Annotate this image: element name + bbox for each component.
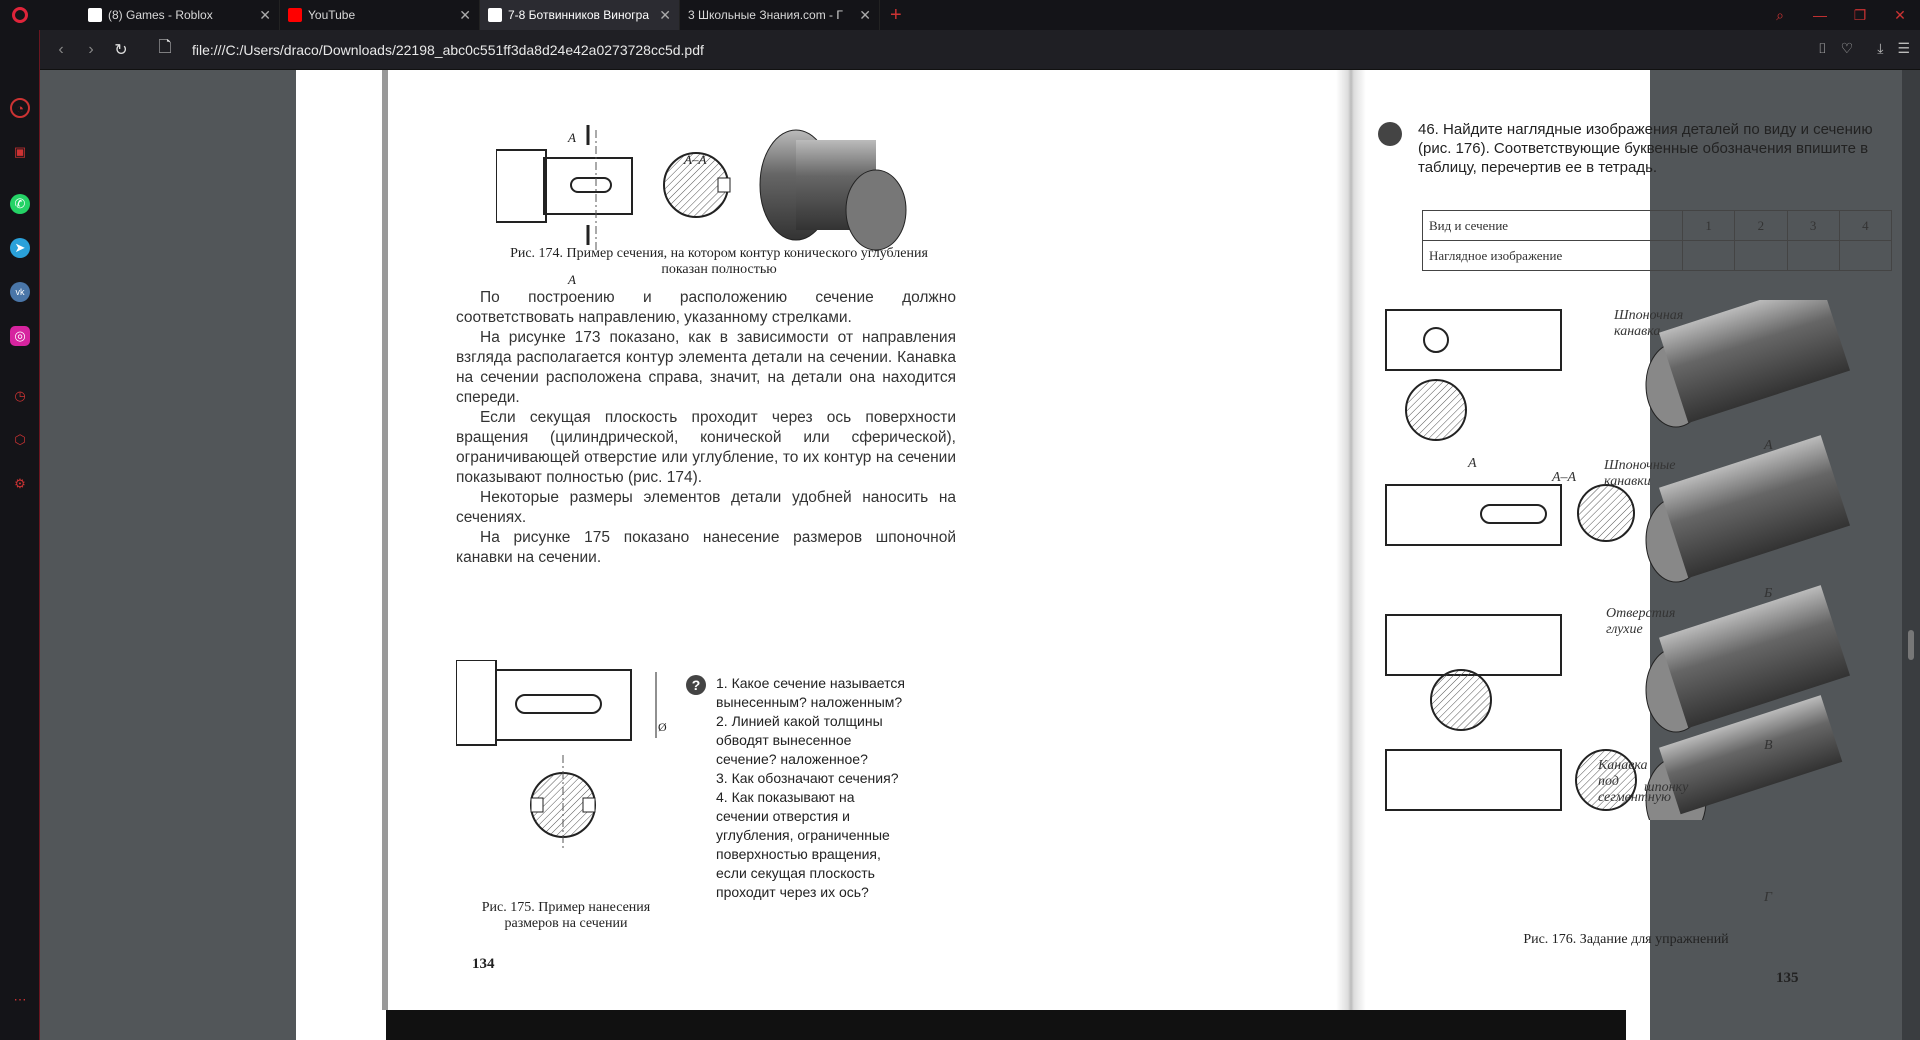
document-favicon-icon bbox=[488, 8, 502, 22]
back-button[interactable]: ‹ bbox=[58, 40, 64, 58]
youtube-favicon-icon bbox=[288, 8, 302, 22]
url-field[interactable]: file:///C:/Users/draco/Downloads/22198_abc0c551ff3da8d24e42a0273728cc5d.pdf bbox=[192, 41, 704, 58]
opera-sidebar bbox=[0, 30, 40, 1040]
fig174-label-a-top: А bbox=[568, 130, 576, 145]
close-tab-icon[interactable]: ✕ bbox=[659, 6, 671, 23]
search-tabs-icon[interactable]: ⌕ bbox=[1776, 6, 1784, 23]
table-cell bbox=[1735, 241, 1787, 271]
left-page-text bbox=[456, 288, 956, 568]
settings-icon[interactable]: ⚙ bbox=[14, 476, 26, 491]
close-tab-icon[interactable]: ✕ bbox=[259, 6, 271, 23]
label-blind-holes: Отверстия глухие bbox=[1606, 606, 1676, 637]
tab-title: 3 Школьные Знания.com - Г bbox=[688, 8, 843, 22]
speed-dial-icon[interactable]: ◔ bbox=[10, 98, 30, 118]
file-icon: 🗋 bbox=[158, 39, 172, 56]
paragraph: Если секущая плоскость проходит через ось поверхности вращения (цилиндрической, конической или сферической), ограничивающей отверстие или углубление, то их контур на сечении показывают полностью (рис. 174). bbox=[456, 409, 956, 486]
question-item: 4. Как показывают на сечении отверстия и углубления, ограниченные поверхностью вращения, если секущая плоскость проходит через их ось? bbox=[716, 789, 890, 900]
fig174-label-section: А–А bbox=[684, 152, 707, 167]
close-tab-icon[interactable]: ✕ bbox=[859, 6, 871, 23]
tab-title: (8) Games - Roblox bbox=[108, 8, 213, 22]
vk-icon[interactable]: vk bbox=[10, 282, 30, 302]
fig176-caption: Рис. 176. Задание для упражнений bbox=[1523, 932, 1729, 947]
toolbar-icons bbox=[1818, 40, 1910, 57]
twitch-icon[interactable]: ▣ bbox=[13, 144, 27, 159]
forward-button[interactable]: › bbox=[88, 40, 94, 58]
window-controls bbox=[1760, 0, 1920, 30]
tab-pdf[interactable] bbox=[480, 0, 680, 30]
tab-bar bbox=[0, 0, 1920, 30]
fig175-drawing bbox=[456, 660, 706, 860]
table-cell bbox=[1839, 241, 1891, 271]
roblox-favicon-icon bbox=[88, 8, 102, 22]
fig175-dim-symbol: Ø bbox=[658, 720, 667, 734]
close-window-button[interactable]: ✕ bbox=[1894, 6, 1906, 23]
tab-roblox[interactable] bbox=[80, 0, 280, 30]
page-binding bbox=[1336, 70, 1366, 1040]
letter-a: А bbox=[1764, 438, 1773, 453]
pdf-viewer[interactable] bbox=[40, 70, 1920, 1040]
table-cell: 1 bbox=[1683, 211, 1735, 241]
left-book-edge bbox=[382, 70, 388, 1010]
fig174-caption: Рис. 174. Пример сечения, на котором контур конического углубления показан полностью bbox=[510, 246, 928, 277]
question-item: 2. Линией какой толщины обводят вынесенное сечение? наложенное? bbox=[716, 713, 883, 767]
question-item: 1. Какое сечение называется вынесенным? наложенным? bbox=[716, 675, 905, 710]
cube-icon[interactable]: ⬡ bbox=[14, 432, 26, 447]
page-number-right: 135 bbox=[1776, 970, 1799, 986]
table-cell: 2 bbox=[1735, 211, 1787, 241]
task-icon bbox=[1378, 122, 1402, 146]
fig174-label-a-bottom: А bbox=[568, 272, 576, 287]
label-keyway: Шпоночная канавка bbox=[1614, 308, 1684, 339]
table-cell bbox=[1683, 241, 1735, 271]
tab-youtube[interactable] bbox=[280, 0, 480, 30]
paragraph: На рисунке 173 показано, как в зависимости от направления взгляда располагается контур элемента детали на сечении. Канавка на сечении расположена справа, значит, на детали она находится спереди. bbox=[456, 329, 956, 406]
task-text: 46. Найдите наглядные изображения деталей по виду и сечению (рис. 176). Соответствующие буквенные обозначения впишите в таблицу, перечертив ее в тетрадь. bbox=[1418, 121, 1873, 176]
section-label-aa: А–А bbox=[1552, 470, 1577, 485]
download-icon[interactable]: ⤓ bbox=[1877, 40, 1884, 56]
letter-v: В bbox=[1764, 738, 1773, 753]
label-keyways: Шпоночные канавки bbox=[1604, 458, 1676, 489]
tab-znanija[interactable] bbox=[680, 0, 880, 30]
table-cell: Вид и сечение bbox=[1423, 211, 1683, 241]
section-label-a: А bbox=[1468, 456, 1477, 471]
question-item: 3. Как обозначают сечения? bbox=[716, 770, 899, 786]
tab-title: YouTube bbox=[308, 8, 356, 22]
restore-button[interactable]: ❐ bbox=[1853, 6, 1867, 23]
table-cell bbox=[1787, 241, 1839, 271]
paragraph: По построению и расположению сечение должно соответствовать направлению, указанному стрелками. bbox=[456, 289, 956, 326]
whatsapp-icon[interactable]: ✆ bbox=[10, 194, 30, 214]
table-cell: Наглядное изображение bbox=[1423, 241, 1683, 271]
instagram-icon[interactable]: ◎ bbox=[10, 326, 30, 346]
menu-icon[interactable]: ☰ bbox=[1897, 40, 1910, 56]
label-segment-groove: Канавка под сегментную bbox=[1598, 758, 1671, 805]
pdf-page bbox=[296, 70, 1873, 1040]
more-icon[interactable]: ⋯ bbox=[13, 992, 27, 1007]
question-icon: ? bbox=[686, 675, 706, 695]
answer-table bbox=[1422, 210, 1892, 271]
paragraph: Некоторые размеры элементов детали удобней наносить на сечениях. bbox=[456, 489, 956, 526]
minimize-button[interactable]: — bbox=[1813, 7, 1827, 23]
opera-logo-icon[interactable] bbox=[0, 0, 40, 30]
address-bar bbox=[40, 30, 1920, 70]
vertical-scrollbar[interactable] bbox=[1902, 70, 1920, 1040]
reload-button[interactable]: ↻ bbox=[114, 41, 128, 59]
table-cell: 4 bbox=[1839, 211, 1891, 241]
letter-b: Б bbox=[1764, 586, 1773, 601]
fig176-drawing bbox=[1376, 300, 1896, 820]
page-number-left: 134 bbox=[472, 956, 495, 972]
history-icon[interactable]: ◷ bbox=[14, 388, 26, 403]
paragraph: На рисунке 175 показано нанесение размеров шпоночной канавки на сечении. bbox=[456, 529, 956, 566]
scrollbar-thumb[interactable] bbox=[1908, 630, 1914, 660]
snapshot-icon[interactable]: ⌷ bbox=[1818, 40, 1827, 56]
close-tab-icon[interactable]: ✕ bbox=[459, 6, 471, 23]
letter-g: Г bbox=[1764, 890, 1772, 905]
table-cell: 3 bbox=[1787, 211, 1839, 241]
book-bottom-edge bbox=[386, 1010, 1626, 1040]
new-tab-button[interactable]: + bbox=[890, 3, 902, 26]
fig175-caption: Рис. 175. Пример нанесения размеров на сечении bbox=[481, 900, 651, 931]
tab-title: 7-8 Ботвинников Виногра bbox=[508, 8, 649, 22]
heart-icon[interactable]: ♡ bbox=[1840, 40, 1854, 56]
label-segment-key: шпонку bbox=[1644, 780, 1689, 795]
telegram-icon[interactable]: ➤ bbox=[10, 238, 30, 258]
questions-block bbox=[716, 674, 906, 902]
